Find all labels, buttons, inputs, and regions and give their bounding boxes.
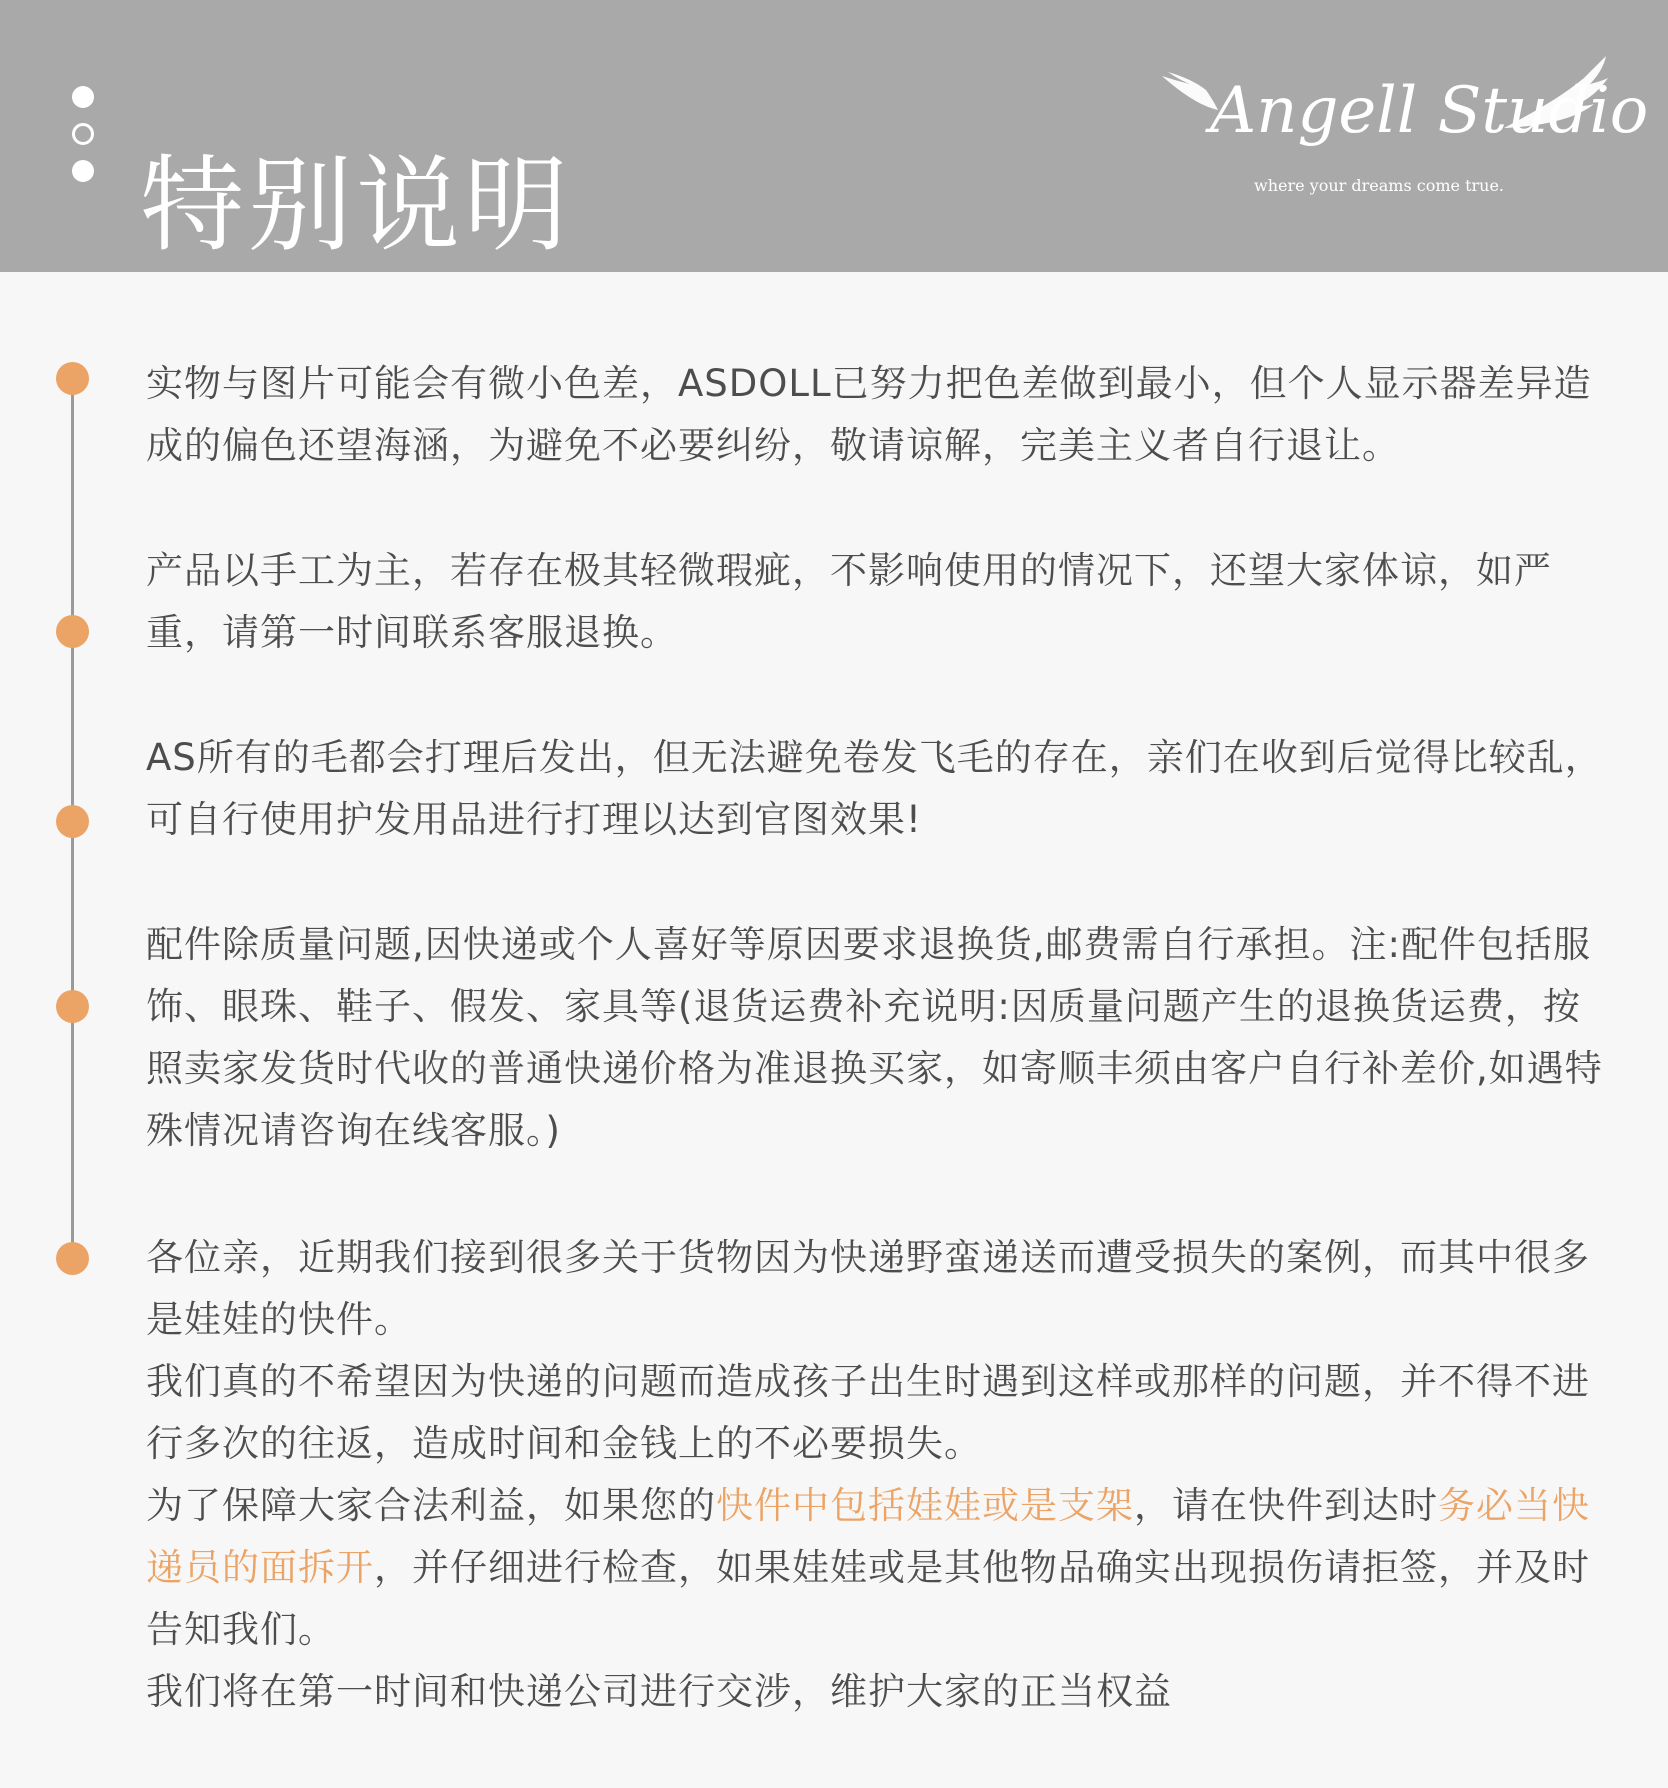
courier-note-closing: 我们将在第一时间和快递公司进行交涉，维护大家的正当权益 [146,1670,1172,1713]
dot-filled [72,160,94,182]
timeline-bullet [56,1242,89,1275]
timeline-bullet [56,362,89,395]
courier-note-concern: 我们真的不希望因为快递的问题而造成孩子出生时遇到这样或那样的问题，并不得不进行多次的往返，造成时间和金钱上的不必要损失。 [146,1360,1590,1465]
logo-tagline: where your dreams come true. [1254,176,1505,195]
instruction-text: 为了保障大家合法利益，如果您的 [146,1484,716,1527]
dots-icon [72,86,96,182]
logo-name: Angell Studio [1210,74,1649,148]
page-title: 特别说明 [140,143,573,266]
note-handmade-flaws: 产品以手工为主，若存在极其轻微瑕疵，不影响使用的情况下，还望大家体谅，如严重，请第一时间联系客服退换。 [146,549,1552,654]
header-banner [0,0,1668,272]
highlight-doll-or-stand: 快件中包括娃娃或是支架 [716,1484,1134,1527]
timeline-bullet [56,615,89,648]
instruction-text: ，并仔细进行检查，如果娃娃或是其他物品确实出现损伤请拒签，并及时告知我们。 [146,1546,1590,1651]
instruction-text: ，请在快件到达时 [1134,1484,1438,1527]
timeline-bullet [56,990,89,1023]
note-color-difference: 实物与图片可能会有微小色差，ASDOLL已努力把色差做到最小，但个人显示器差异造成的偏色还望海涵，为避免不必要纠纷，敬请谅解，完美主义者自行退让。 [146,362,1592,467]
note-hair-care: AS所有的毛都会打理后发出，但无法避免卷发飞毛的存在，亲们在收到后觉得比较乱，可自行使用护发用品进行打理以达到官图效果! [146,736,1603,841]
dot-hollow [72,123,94,145]
note-accessory-returns: 配件除质量问题,因快递或个人喜好等原因要求退换货,邮费需自行承担。注:配件包括服饰、眼珠、鞋子、假发、家具等(退货运费补充说明:因质量问题产生的退换货运费，按照卖家发货时代收的普通快递价格为准退换买家，如寄顺丰须由客户自行补差价,如遇特殊情况请咨询在线客服。) [146,923,1603,1152]
highlight-open-in-front-of-courier: 务必当快递员的面拆开 [146,1484,1590,1589]
angell-studio-logo [1160,60,1649,210]
courier-note-intro: 各位亲，近期我们接到很多关于货物因为快递野蛮递送而遭受损失的案例，而其中很多是娃娃的快件。 [146,1236,1590,1341]
timeline-bullet [56,805,89,838]
courier-note-instructions [146,1475,1616,1661]
note-courier-damage [146,1227,1616,1723]
dot-filled [72,86,94,108]
